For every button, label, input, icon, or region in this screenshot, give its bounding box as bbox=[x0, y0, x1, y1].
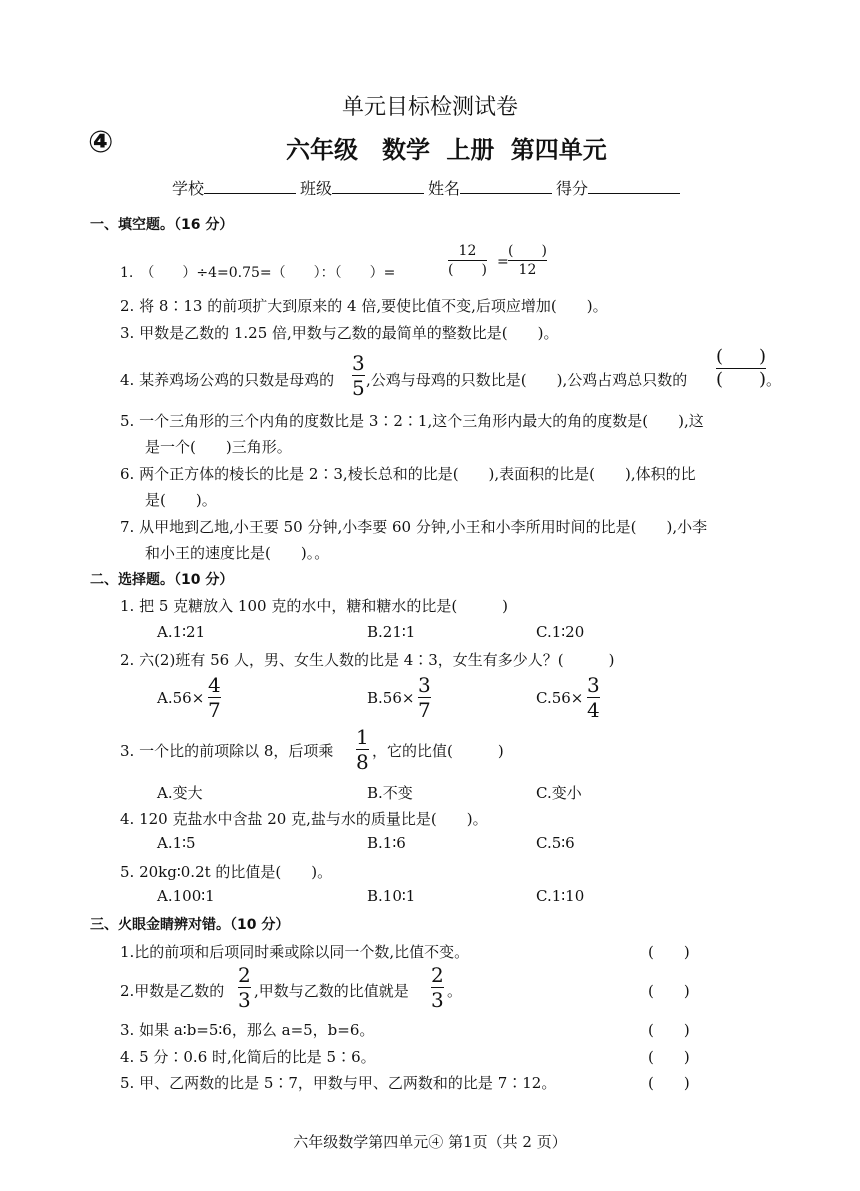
class-field[interactable] bbox=[332, 179, 424, 194]
s1-q1-text: 1. （ ）÷4=0.75=（ ）：（ ）= bbox=[120, 265, 396, 281]
s2-q5-option-a[interactable]: A.100∶1 bbox=[157, 887, 215, 905]
s3-q2-frac2-num: 2 bbox=[431, 963, 444, 987]
s3-q4: 4. 5 分∶0.6 时,化简后的比是 5∶6。 bbox=[120, 1048, 376, 1066]
unit-number-mark: ④ bbox=[88, 125, 114, 160]
s2-q2-option-b-frac bbox=[418, 675, 431, 720]
s1-q6-line2: 是( )。 bbox=[145, 491, 217, 509]
option-b-prefix: B.56× bbox=[367, 689, 415, 707]
s1-q7-line2: 和小王的速度比是( )。。 bbox=[145, 544, 330, 562]
s2-q3-option-c[interactable]: C.变小 bbox=[536, 784, 582, 802]
s2-q3-option-a[interactable]: A.变大 bbox=[157, 784, 203, 802]
section2-heading: 二、选择题。（10 分） bbox=[90, 572, 234, 588]
s3-q3-answer[interactable]: ( ) bbox=[648, 1021, 690, 1039]
class-label: 班级 bbox=[300, 179, 333, 198]
name-field[interactable] bbox=[460, 179, 552, 194]
s1-q4-text-b: ,公鸡与母鸡的只数比是( ),公鸡占鸡总只数的 bbox=[366, 371, 688, 389]
s2-q3-text-a: 3. 一个比的前项除以 8，后项乘 bbox=[120, 742, 334, 760]
section1-heading: 一、填空题。（16 分） bbox=[90, 217, 234, 233]
s3-q2-answer[interactable]: ( ) bbox=[648, 982, 690, 1000]
s2-q5-option-b[interactable]: B.10∶1 bbox=[367, 887, 416, 905]
s1-q4-text-c: 。 bbox=[766, 371, 782, 389]
s1-q4-text-a: 4. 某养鸡场公鸡的只数是母鸡的 bbox=[120, 371, 335, 389]
s3-q5-answer[interactable]: ( ) bbox=[648, 1074, 690, 1092]
name-label: 姓名 bbox=[428, 179, 461, 198]
s2-q1-option-c[interactable]: C.1∶20 bbox=[536, 623, 585, 641]
s3-q4-answer[interactable]: ( ) bbox=[648, 1048, 690, 1066]
s2-q2-option-b[interactable] bbox=[367, 689, 414, 707]
s2-q4-option-c[interactable]: C.5∶6 bbox=[536, 834, 575, 852]
score-field[interactable] bbox=[588, 179, 680, 194]
s1-q1-frac2-num: ( ) bbox=[508, 243, 547, 259]
s3-q2-frac bbox=[238, 965, 251, 1010]
option-b-frac-den: 7 bbox=[418, 698, 431, 722]
s1-q1-frac2-den: 12 bbox=[518, 262, 537, 278]
s3-q2-frac-den: 3 bbox=[238, 988, 251, 1012]
s1-q2: 2. 将 8∶13 的前项扩大到原来的 4 倍,要使比值不变,后项应增加( )。 bbox=[120, 297, 608, 315]
s2-q1-option-b[interactable]: B.21∶1 bbox=[367, 623, 416, 641]
page-footer: 六年级数学第四单元④ 第1页（共 2 页） bbox=[293, 1133, 567, 1151]
s2-q3-option-b[interactable]: B.不变 bbox=[367, 784, 413, 802]
s3-q2-text-c: 。 bbox=[447, 982, 463, 1000]
option-c-frac-num: 3 bbox=[587, 673, 600, 697]
s3-q1: 1.比的前项和后项同时乘或除以同一个数,比值不变。 bbox=[120, 943, 470, 961]
s3-q2-frac2-den: 3 bbox=[431, 988, 444, 1012]
s2-q3-frac-num: 1 bbox=[356, 725, 369, 749]
s2-q1-option-a[interactable]: A.1∶21 bbox=[157, 623, 206, 641]
s3-q2-frac-num: 2 bbox=[238, 963, 251, 987]
s3-q1-answer[interactable]: ( ) bbox=[648, 943, 690, 961]
s2-q4: 4. 120 克盐水中含盐 20 克,盐与水的质量比是( )。 bbox=[120, 810, 488, 828]
s3-q2-frac2 bbox=[431, 965, 444, 1010]
fraction-bar bbox=[448, 260, 487, 261]
s2-q2-option-a-frac bbox=[208, 675, 221, 720]
s3-q3: 3. 如果 a∶b=5∶6，那么 a=5，b=6。 bbox=[120, 1021, 375, 1039]
s2-q3-text-b: ，它的比值( ) bbox=[372, 742, 504, 760]
option-a-frac-num: 4 bbox=[208, 673, 221, 697]
s2-q3-frac bbox=[356, 727, 369, 772]
s1-q4-frac-den: 5 bbox=[352, 376, 365, 400]
option-b-frac-num: 3 bbox=[418, 673, 431, 697]
s1-q1-frac2 bbox=[508, 244, 547, 277]
s2-q1: 1. 把 5 克糖放入 100 克的水中，糖和糖水的比是( ) bbox=[120, 597, 509, 615]
s1-q3: 3. 甲数是乙数的 1.25 倍,甲数与乙数的最简单的整数比是( )。 bbox=[120, 324, 559, 342]
s1-q7-line1: 7. 从甲地到乙地,小王要 50 分钟,小李要 60 分钟,小王和小李所用时间的比是( ),小李 bbox=[120, 518, 708, 536]
student-info-line bbox=[172, 176, 684, 199]
school-label: 学校 bbox=[172, 179, 205, 198]
s2-q5-option-c[interactable]: C.1∶10 bbox=[536, 887, 585, 905]
s1-q4-frac-num: 3 bbox=[352, 351, 365, 375]
s2-q2-option-c-frac bbox=[587, 675, 600, 720]
score-label: 得分 bbox=[556, 179, 589, 198]
school-field[interactable] bbox=[204, 179, 296, 194]
s2-q2: 2. 六(2)班有 56 人，男、女生人数的比是 4∶3，女生有多少人？( ) bbox=[120, 651, 615, 669]
s2-q2-option-a[interactable] bbox=[157, 689, 204, 707]
s1-q5-line2: 是一个( )三角形。 bbox=[145, 438, 292, 456]
page-subtitle: 六年级 数学 上册 第四单元 bbox=[286, 136, 607, 164]
s1-q6-line1: 6. 两个正方体的棱长的比是 2∶3,棱长总和的比是( ),表面积的比是( ),体积的比 bbox=[120, 465, 696, 483]
s3-q2-text-a: 2.甲数是乙数的 bbox=[120, 982, 225, 1000]
s1-q4-frac2-den: ( ) bbox=[716, 369, 767, 390]
s1-q4-frac bbox=[352, 353, 365, 398]
s1-q4-frac2 bbox=[716, 348, 766, 389]
s1-q1-frac1-den: ( ) bbox=[448, 262, 487, 278]
s2-q4-option-b[interactable]: B.1∶6 bbox=[367, 834, 406, 852]
page-title: 单元目标检测试卷 bbox=[341, 95, 518, 120]
fraction-bar bbox=[508, 260, 547, 261]
s1-q5-line1: 5. 一个三角形的三个内角的度数比是 3∶2∶1,这个三角形内最大的角的度数是( ),这 bbox=[120, 412, 704, 430]
s2-q5: 5. 20kg∶0.2t 的比值是( )。 bbox=[120, 863, 333, 881]
s1-q1-frac1 bbox=[448, 244, 487, 277]
s1-q4-frac2-num: ( ) bbox=[716, 346, 767, 367]
s3-q5: 5. 甲、乙两数的比是 5∶7，甲数与甲、乙两数和的比是 7∶12。 bbox=[120, 1074, 557, 1092]
option-c-prefix: C.56× bbox=[536, 689, 584, 707]
s2-q3-frac-den: 8 bbox=[356, 750, 369, 774]
s1-q1-equals: = bbox=[497, 254, 509, 270]
section3-heading: 三、火眼金睛辨对错。（10 分） bbox=[90, 917, 290, 933]
option-c-frac-den: 4 bbox=[587, 698, 600, 722]
s2-q2-option-c[interactable] bbox=[536, 689, 583, 707]
s2-q4-option-a[interactable]: A.1∶5 bbox=[157, 834, 196, 852]
option-a-frac-den: 7 bbox=[208, 698, 221, 722]
option-a-prefix: A.56× bbox=[157, 689, 205, 707]
s1-q1-frac1-num: 12 bbox=[458, 243, 477, 259]
s3-q2-text-b: ,甲数与乙数的比值就是 bbox=[254, 982, 409, 1000]
